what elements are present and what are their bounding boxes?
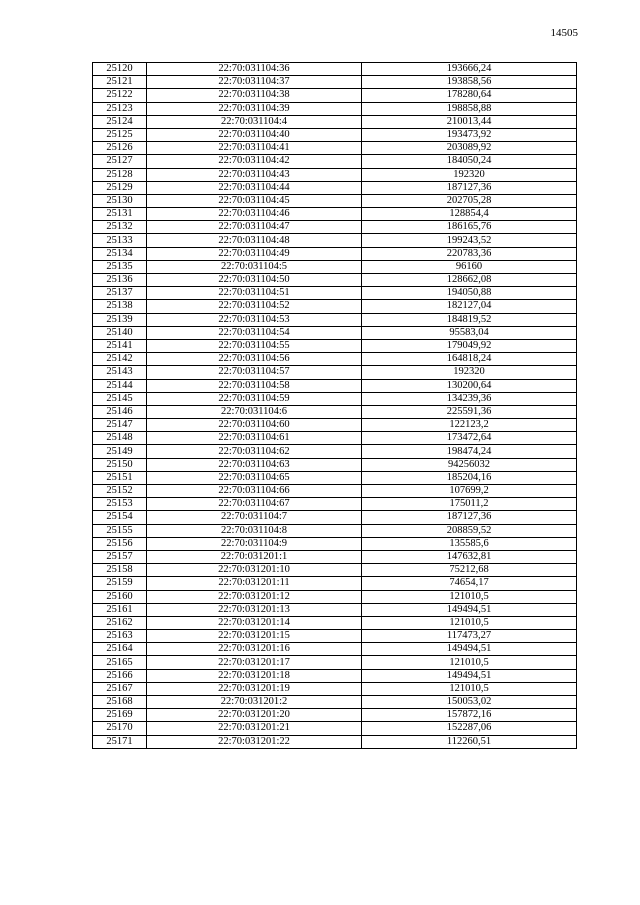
value-cell: 149494,51 (362, 603, 577, 616)
row-number-cell: 25167 (93, 682, 147, 695)
value-cell: 184050,24 (362, 155, 577, 168)
value-cell: 184819,52 (362, 313, 577, 326)
page-number: 14505 (550, 27, 578, 39)
table-row (93, 247, 577, 260)
value-cell: 210013,44 (362, 115, 577, 128)
cadastral-number-cell: 22:70:031201:20 (147, 709, 362, 722)
table-row (93, 115, 577, 128)
row-number-cell: 25154 (93, 511, 147, 524)
table-row (93, 537, 577, 550)
cadastral-number-cell: 22:70:031104:52 (147, 300, 362, 313)
cadastral-number-cell: 22:70:031104:53 (147, 313, 362, 326)
row-number-cell: 25127 (93, 155, 147, 168)
table-row (93, 722, 577, 735)
cadastral-number-cell: 22:70:031201:1 (147, 550, 362, 563)
cadastral-number-cell: 22:70:031104:54 (147, 326, 362, 339)
value-cell: 121010,5 (362, 682, 577, 695)
value-cell: 117473,27 (362, 630, 577, 643)
value-cell: 121010,5 (362, 616, 577, 629)
value-cell: 121010,5 (362, 656, 577, 669)
table-body (93, 63, 577, 749)
row-number-cell: 25142 (93, 353, 147, 366)
cadastral-number-cell: 22:70:031104:66 (147, 485, 362, 498)
table-row (93, 128, 577, 141)
cadastral-number-cell: 22:70:031104:63 (147, 458, 362, 471)
value-cell: 74654,17 (362, 577, 577, 590)
row-number-cell: 25131 (93, 208, 147, 221)
row-number-cell: 25147 (93, 419, 147, 432)
table-row (93, 274, 577, 287)
cadastral-number-cell: 22:70:031104:62 (147, 445, 362, 458)
value-cell: 94256032 (362, 458, 577, 471)
table-row (93, 326, 577, 339)
row-number-cell: 25155 (93, 524, 147, 537)
table-row (93, 379, 577, 392)
value-cell: 122123,2 (362, 419, 577, 432)
table-row (93, 76, 577, 89)
row-number-cell: 25166 (93, 669, 147, 682)
table-row (93, 260, 577, 273)
row-number-cell: 25138 (93, 300, 147, 313)
table-row (93, 221, 577, 234)
value-cell: 192320 (362, 366, 577, 379)
table-row (93, 709, 577, 722)
row-number-cell: 25125 (93, 128, 147, 141)
cadastral-number-cell: 22:70:031104:59 (147, 392, 362, 405)
value-cell: 208859,52 (362, 524, 577, 537)
cadastral-number-cell: 22:70:031104:37 (147, 76, 362, 89)
value-cell: 194050,88 (362, 287, 577, 300)
row-number-cell: 25150 (93, 458, 147, 471)
table-row (93, 735, 577, 748)
table-row (93, 630, 577, 643)
value-cell: 198474,24 (362, 445, 577, 458)
value-cell: 220783,36 (362, 247, 577, 260)
row-number-cell: 25153 (93, 498, 147, 511)
row-number-cell: 25144 (93, 379, 147, 392)
table-row (93, 102, 577, 115)
row-number-cell: 25133 (93, 234, 147, 247)
row-number-cell: 25151 (93, 471, 147, 484)
table-row (93, 181, 577, 194)
table-row (93, 524, 577, 537)
cadastral-number-cell: 22:70:031201:10 (147, 564, 362, 577)
row-number-cell: 25170 (93, 722, 147, 735)
row-number-cell: 25163 (93, 630, 147, 643)
row-number-cell: 25169 (93, 709, 147, 722)
table-row (93, 208, 577, 221)
cadastral-number-cell: 22:70:031201:16 (147, 643, 362, 656)
value-cell: 96160 (362, 260, 577, 273)
value-cell: 149494,51 (362, 643, 577, 656)
cadastral-number-cell: 22:70:031104:42 (147, 155, 362, 168)
row-number-cell: 25128 (93, 168, 147, 181)
table-row (93, 656, 577, 669)
cadastral-number-cell: 22:70:031201:2 (147, 696, 362, 709)
row-number-cell: 25149 (93, 445, 147, 458)
row-number-cell: 25152 (93, 485, 147, 498)
cadastral-number-cell: 22:70:031104:8 (147, 524, 362, 537)
row-number-cell: 25143 (93, 366, 147, 379)
value-cell: 179049,92 (362, 339, 577, 352)
table-row (93, 498, 577, 511)
cadastral-value-table (92, 62, 577, 749)
cadastral-number-cell: 22:70:031104:57 (147, 366, 362, 379)
value-cell: 173472,64 (362, 432, 577, 445)
row-number-cell: 25164 (93, 643, 147, 656)
value-cell: 147632,81 (362, 550, 577, 563)
row-number-cell: 25135 (93, 260, 147, 273)
cadastral-number-cell: 22:70:031201:14 (147, 616, 362, 629)
cadastral-number-cell: 22:70:031104:39 (147, 102, 362, 115)
cadastral-number-cell: 22:70:031104:38 (147, 89, 362, 102)
row-number-cell: 25161 (93, 603, 147, 616)
value-cell: 192320 (362, 168, 577, 181)
value-cell: 178280,64 (362, 89, 577, 102)
row-number-cell: 25129 (93, 181, 147, 194)
table-row (93, 603, 577, 616)
table-row (93, 458, 577, 471)
value-cell: 149494,51 (362, 669, 577, 682)
value-cell: 193858,56 (362, 76, 577, 89)
row-number-cell: 25156 (93, 537, 147, 550)
table-row (93, 155, 577, 168)
table-row (93, 313, 577, 326)
row-number-cell: 25148 (93, 432, 147, 445)
cadastral-number-cell: 22:70:031104:9 (147, 537, 362, 550)
cadastral-number-cell: 22:70:031104:45 (147, 194, 362, 207)
cadastral-number-cell: 22:70:031201:13 (147, 603, 362, 616)
cadastral-number-cell: 22:70:031104:7 (147, 511, 362, 524)
cadastral-number-cell: 22:70:031104:47 (147, 221, 362, 234)
table-row (93, 643, 577, 656)
row-number-cell: 25124 (93, 115, 147, 128)
table-row (93, 339, 577, 352)
cadastral-number-cell: 22:70:031201:18 (147, 669, 362, 682)
table-row (93, 419, 577, 432)
table-row (93, 669, 577, 682)
cadastral-number-cell: 22:70:031201:11 (147, 577, 362, 590)
row-number-cell: 25160 (93, 590, 147, 603)
row-number-cell: 25123 (93, 102, 147, 115)
cadastral-number-cell: 22:70:031104:44 (147, 181, 362, 194)
row-number-cell: 25126 (93, 142, 147, 155)
value-cell: 164818,24 (362, 353, 577, 366)
table-row (93, 564, 577, 577)
table-row (93, 485, 577, 498)
row-number-cell: 25157 (93, 550, 147, 563)
table-row (93, 471, 577, 484)
table-row (93, 63, 577, 76)
cadastral-number-cell: 22:70:031104:6 (147, 405, 362, 418)
cadastral-number-cell: 22:70:031104:58 (147, 379, 362, 392)
cadastral-number-cell: 22:70:031104:5 (147, 260, 362, 273)
table-row (93, 682, 577, 695)
row-number-cell: 25136 (93, 274, 147, 287)
cadastral-number-cell: 22:70:031104:4 (147, 115, 362, 128)
row-number-cell: 25165 (93, 656, 147, 669)
table-row (93, 511, 577, 524)
cadastral-number-cell: 22:70:031104:41 (147, 142, 362, 155)
cadastral-number-cell: 22:70:031104:46 (147, 208, 362, 221)
cadastral-number-cell: 22:70:031104:43 (147, 168, 362, 181)
row-number-cell: 25122 (93, 89, 147, 102)
value-cell: 121010,5 (362, 590, 577, 603)
row-number-cell: 25134 (93, 247, 147, 260)
value-cell: 157872,16 (362, 709, 577, 722)
table-row (93, 432, 577, 445)
cadastral-number-cell: 22:70:031104:49 (147, 247, 362, 260)
cadastral-number-cell: 22:70:031104:40 (147, 128, 362, 141)
value-cell: 187127,36 (362, 511, 577, 524)
cadastral-number-cell: 22:70:031104:36 (147, 63, 362, 76)
value-cell: 75212,68 (362, 564, 577, 577)
value-cell: 198858,88 (362, 102, 577, 115)
value-cell: 193666,24 (362, 63, 577, 76)
table-row (93, 194, 577, 207)
row-number-cell: 25168 (93, 696, 147, 709)
table-row (93, 142, 577, 155)
row-number-cell: 25130 (93, 194, 147, 207)
row-number-cell: 25162 (93, 616, 147, 629)
table-row (93, 168, 577, 181)
value-cell: 193473,92 (362, 128, 577, 141)
table-row (93, 445, 577, 458)
value-cell: 128854,4 (362, 208, 577, 221)
cadastral-number-cell: 22:70:031104:60 (147, 419, 362, 432)
row-number-cell: 25121 (93, 76, 147, 89)
cadastral-number-cell: 22:70:031104:65 (147, 471, 362, 484)
table-row (93, 616, 577, 629)
cadastral-number-cell: 22:70:031104:48 (147, 234, 362, 247)
row-number-cell: 25171 (93, 735, 147, 748)
cadastral-number-cell: 22:70:031201:22 (147, 735, 362, 748)
table-row (93, 577, 577, 590)
value-cell: 199243,52 (362, 234, 577, 247)
value-cell: 150053,02 (362, 696, 577, 709)
cadastral-number-cell: 22:70:031201:19 (147, 682, 362, 695)
value-cell: 134239,36 (362, 392, 577, 405)
row-number-cell: 25158 (93, 564, 147, 577)
cadastral-number-cell: 22:70:031201:21 (147, 722, 362, 735)
row-number-cell: 25145 (93, 392, 147, 405)
table-row (93, 300, 577, 313)
row-number-cell: 25139 (93, 313, 147, 326)
value-cell: 135585,6 (362, 537, 577, 550)
value-cell: 107699,2 (362, 485, 577, 498)
cadastral-number-cell: 22:70:031201:12 (147, 590, 362, 603)
row-number-cell: 25140 (93, 326, 147, 339)
table-row (93, 89, 577, 102)
row-number-cell: 25120 (93, 63, 147, 76)
cadastral-number-cell: 22:70:031104:61 (147, 432, 362, 445)
value-cell: 225591,36 (362, 405, 577, 418)
cadastral-number-cell: 22:70:031104:55 (147, 339, 362, 352)
row-number-cell: 25159 (93, 577, 147, 590)
value-cell: 186165,76 (362, 221, 577, 234)
value-cell: 187127,36 (362, 181, 577, 194)
row-number-cell: 25132 (93, 221, 147, 234)
table-row (93, 590, 577, 603)
value-cell: 95583,04 (362, 326, 577, 339)
value-cell: 152287,06 (362, 722, 577, 735)
value-cell: 128662,08 (362, 274, 577, 287)
row-number-cell: 25146 (93, 405, 147, 418)
cadastral-number-cell: 22:70:031201:17 (147, 656, 362, 669)
table-row (93, 405, 577, 418)
value-cell: 130200,64 (362, 379, 577, 392)
value-cell: 202705,28 (362, 194, 577, 207)
value-cell: 112260,51 (362, 735, 577, 748)
value-cell: 182127,04 (362, 300, 577, 313)
cadastral-number-cell: 22:70:031201:15 (147, 630, 362, 643)
cadastral-number-cell: 22:70:031104:51 (147, 287, 362, 300)
table-row (93, 392, 577, 405)
table-row (93, 287, 577, 300)
cadastral-number-cell: 22:70:031104:56 (147, 353, 362, 366)
cadastral-number-cell: 22:70:031104:67 (147, 498, 362, 511)
table-row (93, 353, 577, 366)
table-row (93, 366, 577, 379)
value-cell: 185204,16 (362, 471, 577, 484)
row-number-cell: 25137 (93, 287, 147, 300)
table-row (93, 550, 577, 563)
row-number-cell: 25141 (93, 339, 147, 352)
value-cell: 175011,2 (362, 498, 577, 511)
cadastral-number-cell: 22:70:031104:50 (147, 274, 362, 287)
value-cell: 203089,92 (362, 142, 577, 155)
table-row (93, 234, 577, 247)
table-row (93, 696, 577, 709)
